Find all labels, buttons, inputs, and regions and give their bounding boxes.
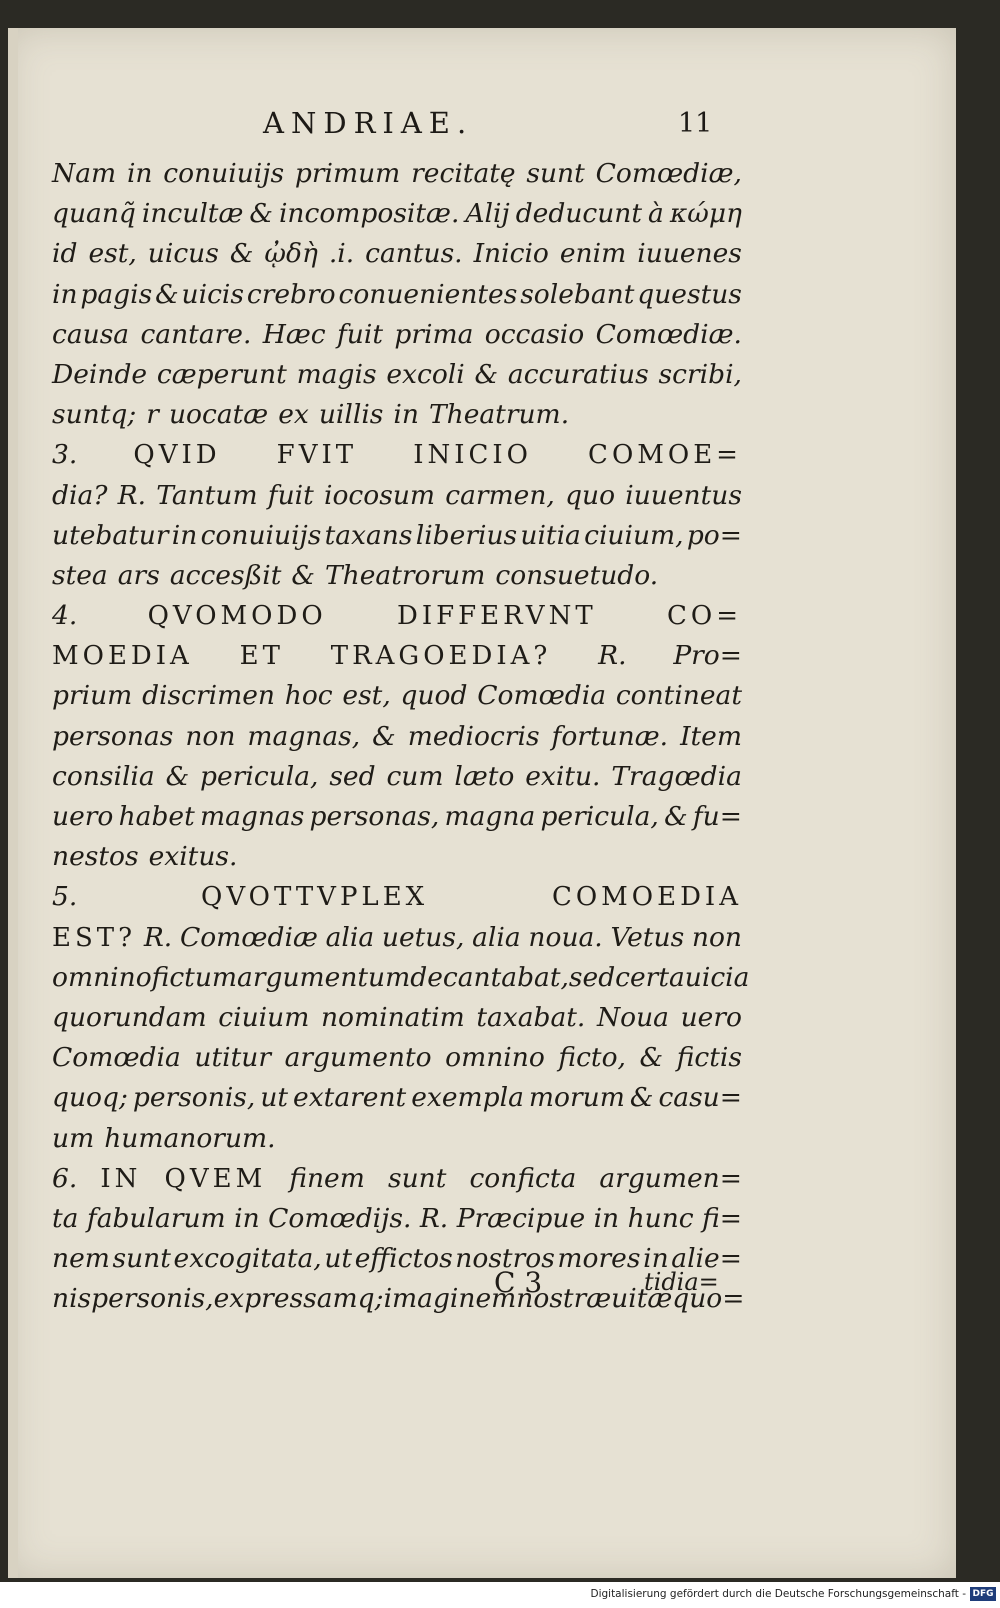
text-word: in (593, 1202, 620, 1234)
text-word: uero (52, 801, 114, 832)
text-word: & (664, 801, 688, 832)
text-word: incompositæ. (278, 198, 460, 230)
text-word: CO= (667, 601, 742, 632)
text-line (52, 877, 742, 917)
text-word: MOEDIA (52, 641, 193, 672)
text-word: alia (325, 921, 375, 953)
text-word: Comœdia (477, 680, 607, 712)
text-word: IN (100, 1163, 142, 1194)
text-word: excogitata, (173, 1243, 322, 1275)
text-line (52, 154, 742, 194)
page-footer (52, 1266, 742, 1306)
text-word: & (639, 1042, 664, 1074)
text-word: incultæ (141, 198, 244, 230)
text-word: accuratius (507, 358, 649, 390)
text-word: pericula, (200, 760, 319, 792)
text-line (52, 797, 742, 837)
text-word: ET (239, 641, 284, 672)
text-line (52, 636, 742, 676)
text-word: & (629, 1082, 654, 1114)
text-word: Vetus (610, 921, 685, 953)
text-word: & (372, 720, 396, 752)
text-word: taxabat. (476, 1001, 586, 1033)
text-word: R. (598, 640, 627, 672)
text-word: uillis (318, 399, 384, 431)
text-word: uicia (684, 961, 750, 993)
text-word: argumentum (237, 961, 411, 993)
text-line (52, 1159, 742, 1199)
text-word: 3. (52, 439, 78, 471)
text-word: omnino (445, 1042, 545, 1074)
text-word: iuuentus (625, 479, 742, 511)
text-line (52, 676, 742, 716)
text-word: Comœdiæ, (595, 158, 742, 189)
running-head (8, 106, 956, 146)
signature-mark: C 3 (494, 1266, 543, 1299)
text-word: DIFFERVNT (396, 601, 597, 632)
text-word: fictis (676, 1042, 742, 1074)
text-line (52, 355, 742, 395)
text-word: uocatæ (168, 399, 269, 431)
text-word: ex (278, 399, 309, 431)
text-word: fictum (151, 961, 238, 993)
text-word: quo= (672, 1283, 745, 1315)
text-word: fuit (267, 479, 314, 511)
text-word: certa (615, 961, 685, 993)
text-word: expressamq; (213, 1283, 384, 1315)
text-word: Deinde (52, 358, 148, 390)
dfg-logo-icon: DFG (970, 1587, 996, 1601)
text-word: deducunt (515, 198, 643, 230)
text-word: COMOEDIA (551, 882, 742, 913)
text-word: R. (419, 1202, 449, 1234)
text-word: nis (52, 1283, 92, 1315)
text-line (52, 958, 750, 998)
text-word: casu= (658, 1082, 742, 1114)
text-word: quod (400, 680, 468, 712)
text-word: morum (528, 1082, 625, 1114)
text-word: occasio (484, 318, 585, 350)
text-word: Comœdiæ (179, 921, 318, 953)
text-word: personas, (309, 801, 440, 832)
text-word: alia (472, 921, 521, 953)
text-word: Comœdijs. (268, 1202, 412, 1234)
text-word: uero (680, 1001, 742, 1033)
text-word: magna (444, 801, 536, 832)
text-word: 5. (52, 881, 78, 913)
text-word: dia? (52, 479, 108, 511)
text-word: Noua (596, 1001, 669, 1033)
text-word: um (52, 1122, 95, 1154)
text-word: QVOMODO (147, 601, 327, 632)
text-word: omnino (52, 961, 152, 993)
text-word: sed (568, 961, 616, 993)
text-word: liberius (415, 519, 518, 551)
text-word: QVID (133, 440, 221, 471)
text-word: magis (296, 358, 377, 390)
text-word: stea (52, 559, 108, 591)
text-word: INICIO (413, 440, 532, 471)
text-word: po= (686, 519, 742, 551)
text-word: Præcipue (456, 1202, 586, 1234)
text-word: consilia (52, 760, 155, 792)
text-word: scribi, (658, 358, 742, 390)
text-word: fu= (692, 801, 742, 832)
text-word: .i. (328, 238, 355, 270)
text-word: Nam (52, 158, 117, 189)
text-word: recitatę (411, 158, 516, 189)
text-word: cantus. (365, 238, 463, 270)
text-word: & (249, 198, 273, 230)
text-word: utitur (194, 1042, 271, 1074)
text-word: discrimen (142, 680, 275, 712)
text-word: Theatrorum (325, 559, 486, 591)
text-word: cum (386, 760, 444, 792)
text-word: cantare. (140, 318, 252, 350)
text-line (52, 435, 742, 475)
text-word: QVOTTVPLEX (201, 882, 429, 913)
text-word: conuiuijs (200, 519, 322, 551)
text-line (52, 918, 742, 958)
text-word: sunt (526, 158, 585, 189)
text-word: solebant (520, 278, 635, 310)
text-word: & (155, 278, 179, 310)
text-word: nostræ (516, 1283, 612, 1315)
text-word: conficta (469, 1162, 577, 1194)
text-word: decantabat, (410, 961, 569, 993)
text-word: mediocris (407, 720, 540, 752)
text-word: prium (52, 680, 133, 712)
text-line (52, 516, 742, 556)
text-word: accesßit (169, 559, 282, 591)
text-word: utebatur (52, 519, 169, 551)
digitization-footer (0, 1582, 1000, 1608)
text-word: uicis (181, 278, 244, 310)
text-word: r (146, 399, 159, 431)
text-word: nominatim (320, 1001, 465, 1033)
text-word: nem (52, 1243, 110, 1275)
text-line (52, 275, 742, 315)
text-word: in (126, 158, 153, 189)
text-word: in (643, 1243, 669, 1275)
text-word: id (52, 238, 78, 270)
text-word: & (165, 760, 190, 792)
text-word: Tantum (156, 479, 258, 511)
text-word: Comœdiæ. (595, 318, 742, 350)
text-line (52, 395, 742, 435)
text-word: magnas (199, 801, 305, 832)
text-word: quorundam (52, 1001, 207, 1033)
text-word: R. (117, 479, 147, 511)
text-word: Theatrum. (428, 399, 570, 431)
text-line (52, 194, 742, 234)
text-word: in (171, 519, 198, 551)
text-word: cæperunt (156, 358, 287, 390)
funding-credit: Digitalisierung gefördert durch die Deutsche Forschungsgemeinschaft - (590, 1588, 966, 1600)
text-line (52, 1078, 742, 1118)
text-word: κώμη (669, 198, 742, 230)
text-word: FVIT (276, 440, 358, 471)
text-word: exitu. (525, 760, 601, 792)
text-word: in (52, 278, 78, 310)
text-word: Hæc (262, 318, 326, 350)
page-edge (8, 28, 18, 1578)
text-word: quanq̃ (52, 198, 136, 230)
text-word: questus (637, 278, 742, 310)
text-word: ta (52, 1202, 79, 1234)
text-word: exitus. (148, 841, 238, 873)
text-word: Tragœdia (611, 760, 742, 792)
text-word: & (229, 238, 254, 270)
text-word: nestos (52, 841, 139, 873)
text-line (52, 717, 742, 757)
text-line (52, 998, 742, 1038)
text-word: ars (117, 559, 160, 591)
text-word: uicus (147, 238, 219, 270)
text-word: R. (143, 921, 173, 953)
text-word: uetus, (381, 921, 465, 953)
text-word: nostros (455, 1243, 555, 1275)
text-word: in (234, 1202, 260, 1234)
text-word: conuenientes (338, 278, 518, 310)
text-line (52, 234, 742, 274)
text-word: finem (289, 1162, 365, 1194)
page-number: 11 (678, 108, 713, 139)
text-word: ciuium, (584, 519, 684, 551)
text-word: uitia (520, 519, 581, 551)
text-word: non (691, 921, 742, 953)
text-word: argumento (284, 1042, 432, 1074)
text-word: crebro (246, 278, 336, 310)
running-head-title: ANDRIAE. (263, 106, 474, 140)
text-word: COMOE= (588, 440, 742, 471)
text-line (52, 476, 742, 516)
text-word: humanorum. (104, 1122, 276, 1154)
text-word: fabularum (86, 1202, 226, 1234)
text-word: Pro= (673, 640, 742, 672)
text-line (52, 1199, 742, 1239)
text-word: personis, (132, 1082, 256, 1114)
text-word: TRAGOEDIA? (330, 641, 552, 672)
text-word: 6. (52, 1162, 78, 1194)
text-word: noua. (528, 921, 603, 953)
text-word: EST? (52, 922, 137, 953)
text-word: uitæ (611, 1283, 673, 1315)
text-word: non (185, 720, 236, 752)
text-line (52, 1038, 742, 1078)
text-word: quoq; (52, 1082, 128, 1114)
text-word: ciuium (218, 1001, 310, 1033)
text-word: argumen= (599, 1162, 742, 1194)
text-word: imaginem (383, 1283, 517, 1315)
text-word: hoc (284, 680, 333, 712)
text-line (52, 556, 742, 596)
text-word: primum (294, 158, 401, 189)
text-word: ficto, (558, 1042, 626, 1074)
text-word: ᾠδὴ (264, 238, 318, 270)
text-word: sed (329, 760, 376, 792)
text-word: à (648, 198, 664, 230)
text-word: prima (394, 318, 474, 350)
text-word: personis, (91, 1283, 214, 1315)
text-word: causa (52, 318, 130, 350)
text-word: mores (557, 1243, 641, 1275)
text-word: consuetudo. (495, 559, 659, 591)
text-word: pericula, (540, 801, 659, 832)
text-word: quo (565, 479, 616, 511)
text-word: exempla (411, 1082, 524, 1114)
text-word: est, (88, 238, 137, 270)
text-word: fuit (337, 318, 383, 350)
text-word: ut (324, 1243, 353, 1275)
text-word: sunt (112, 1243, 171, 1275)
text-line (52, 757, 742, 797)
body-text (52, 154, 750, 1319)
text-word: ut (260, 1082, 289, 1114)
text-word: in (393, 399, 419, 431)
text-word: sunt (387, 1162, 447, 1194)
text-word: alie= (671, 1243, 742, 1275)
text-word: pagis (80, 278, 153, 310)
text-word: enim (559, 238, 627, 270)
text-word: Alij (465, 198, 510, 230)
text-word: fi= (702, 1202, 742, 1234)
text-word: 4. (52, 600, 78, 632)
text-word: personas (52, 720, 174, 752)
text-word: suntq; (52, 399, 137, 431)
text-word: QVEM (164, 1163, 267, 1194)
text-word: extarent (293, 1082, 407, 1114)
text-word: iocosum (324, 479, 436, 511)
text-line (52, 315, 742, 355)
text-word: fortunæ. (551, 720, 669, 752)
text-word: hunc (627, 1202, 694, 1234)
text-word: Comœdia (52, 1042, 181, 1074)
text-word: carmen, (445, 479, 555, 511)
text-word: conuiuijs (163, 158, 285, 189)
text-line (52, 596, 742, 636)
text-line (52, 1119, 742, 1159)
text-word: magnas, (247, 720, 361, 752)
text-word: excoli (386, 358, 465, 390)
text-word: & (474, 358, 499, 390)
text-word: effictos (354, 1243, 453, 1275)
text-word: iuuenes (637, 238, 742, 270)
catchword: tidia= (644, 1268, 719, 1296)
text-word: Item (680, 720, 742, 752)
text-word: & (291, 559, 315, 591)
book-page (8, 28, 956, 1578)
text-line (52, 837, 742, 877)
text-word: taxans (324, 519, 413, 551)
text-word: habet (118, 801, 195, 832)
text-word: contineat (615, 680, 742, 712)
text-word: Inicio (473, 238, 549, 270)
text-word: est, (342, 680, 391, 712)
text-word: læto (454, 760, 515, 792)
